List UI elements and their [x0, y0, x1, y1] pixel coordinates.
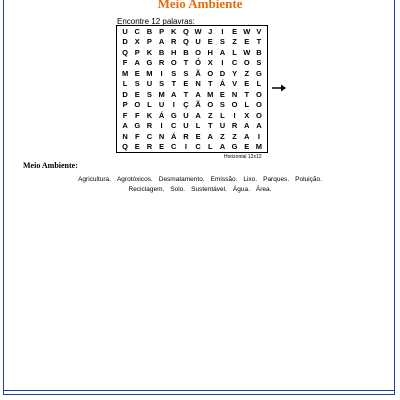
grid-cell: Á: [158, 110, 165, 120]
word-list-item: Agrotóxicos.: [116, 176, 153, 183]
grid-cell: R: [146, 142, 153, 151]
grid-cell: A: [219, 47, 226, 57]
grid-cell: N: [231, 89, 238, 99]
grid-cell: I: [160, 121, 163, 130]
word-list-item: Parques.: [263, 176, 290, 183]
grid-cell: A: [244, 121, 250, 130]
grid-cell: I: [184, 142, 187, 151]
grid-cell: Ã: [195, 68, 201, 78]
word-search-grid: [116, 25, 268, 153]
word-list-item: Agricultura.: [78, 176, 111, 183]
grid-cell: E: [134, 89, 140, 99]
grid-cell: Ã: [195, 100, 201, 109]
grid-cell: A: [171, 89, 177, 99]
grid-cell: U: [183, 110, 189, 120]
grid-cell: R: [158, 58, 165, 67]
grid-cell: H: [171, 47, 177, 57]
grid-cell: P: [146, 37, 152, 46]
grid-cell: B: [158, 47, 165, 57]
grid-cell: S: [159, 79, 165, 88]
grid-cell: E: [183, 79, 189, 88]
grid-size-label: Horizontal 12x12: [224, 154, 262, 160]
grid-cell: E: [159, 142, 165, 151]
grid-cell: A: [195, 89, 201, 99]
grid-cell: U: [183, 121, 189, 130]
grid-cell: S: [146, 89, 152, 99]
grid-cell: D: [219, 68, 226, 78]
grid-cell: U: [146, 79, 153, 88]
grid-cell: A: [219, 142, 226, 151]
grid-cell: L: [195, 121, 201, 130]
grid-cell: S: [219, 37, 225, 46]
word-list-item: Poluição.: [295, 176, 322, 183]
grid-cell: D: [122, 37, 128, 46]
grid-cell: U: [195, 37, 201, 46]
grid-cell: T: [207, 121, 213, 130]
grid-cell: O: [255, 100, 262, 109]
grid-cell: K: [171, 26, 177, 36]
grid-cell: T: [207, 79, 213, 88]
grid-cell: E: [134, 142, 140, 151]
grid-cell: O: [170, 58, 177, 67]
grid-cell: I: [160, 68, 163, 78]
grid-cell: O: [134, 100, 141, 109]
grid-cell: Á: [219, 79, 226, 88]
grid-cell: C: [231, 58, 238, 67]
grid-cell: B: [146, 26, 153, 36]
grid-cell: O: [207, 100, 214, 109]
grid-cell: S: [256, 58, 262, 67]
grid-cell: L: [244, 100, 250, 109]
grid-cell: B: [256, 47, 262, 57]
grid-cell: T: [171, 79, 177, 88]
grid-cell: S: [219, 100, 225, 109]
grid-cell: N: [195, 79, 201, 88]
grid-cell: F: [134, 110, 140, 120]
grid-cell: D: [122, 89, 128, 99]
grid-cell: M: [158, 89, 165, 99]
grid-cell: K: [146, 47, 153, 57]
grid-cell: L: [232, 47, 237, 57]
grid-cell: B: [183, 47, 189, 57]
grid-cell: Á: [171, 131, 177, 141]
grid-cell: Q: [182, 26, 189, 36]
grid-cell: Z: [244, 68, 250, 78]
grid-cell: V: [256, 26, 262, 36]
grid-cell: E: [244, 142, 250, 151]
grid-cell: S: [134, 79, 140, 88]
grid-cell: C: [146, 131, 153, 141]
grid-cell: P: [134, 47, 140, 57]
word-list-item: Reciclagem.: [128, 186, 165, 193]
grid-cell: I: [172, 100, 175, 109]
grid-cell: Q: [182, 37, 189, 46]
grid-cell: T: [256, 37, 262, 46]
grid-cell: R: [146, 121, 153, 130]
grid-cell: A: [122, 121, 128, 130]
grid-cell: P: [159, 26, 165, 36]
grid-cell: O: [255, 110, 262, 120]
grid-cell: S: [183, 68, 189, 78]
grid-cell: J: [208, 26, 213, 36]
grid-cell: I: [257, 131, 260, 141]
footer-line: [3, 390, 395, 391]
right-arrow-icon: [272, 84, 286, 92]
grid-cell: Z: [220, 131, 225, 141]
section-heading: Meio Ambiente:: [23, 161, 78, 170]
grid-cell: X: [244, 110, 250, 120]
word-list-item: Solo.: [170, 186, 186, 193]
word-list-item: Sustentável.: [191, 186, 227, 193]
grid-cell: W: [194, 26, 202, 36]
grid-cell: N: [158, 131, 165, 141]
grid-cell: U: [158, 100, 165, 109]
grid-cell: O: [243, 58, 250, 67]
grid-cell: A: [195, 110, 201, 120]
grid-cell: G: [255, 68, 262, 78]
grid-cell: E: [134, 68, 140, 78]
grid-cell: E: [207, 37, 213, 46]
page-title: Meio Ambiente: [157, 0, 243, 11]
grid-cell: C: [171, 142, 177, 151]
grid-cell: Z: [232, 37, 237, 46]
grid-cell: P: [122, 100, 128, 109]
grid-cell: O: [255, 89, 262, 99]
grid-cell: X: [207, 58, 213, 67]
grid-cell: L: [220, 110, 225, 120]
grid-cell: C: [171, 121, 177, 130]
grid-cell: R: [171, 37, 177, 46]
grid-cell: W: [243, 47, 251, 57]
grid-cell: I: [221, 26, 224, 36]
grid-cell: L: [147, 100, 152, 109]
grid-cell: M: [121, 68, 129, 78]
grid-cell: G: [231, 142, 238, 151]
grid-cell: E: [195, 131, 201, 141]
word-list-item: Água.: [232, 186, 250, 193]
grid-cell: X: [134, 37, 140, 46]
grid-cell: M: [146, 68, 153, 78]
grid-cell: F: [134, 131, 140, 141]
grid-cell: E: [219, 89, 225, 99]
grid-cell: M: [255, 142, 263, 151]
grid-cell: Ó: [195, 58, 201, 67]
grid-cell: A: [207, 131, 213, 141]
grid-cell: E: [232, 26, 238, 36]
grid-cell: O: [207, 68, 214, 78]
grid-cell: Q: [122, 47, 128, 57]
word-list-item: Área.: [255, 186, 272, 193]
grid-cell: I: [233, 110, 236, 120]
word-list-item: Desmatamento.: [158, 176, 205, 183]
grid-cell: T: [183, 89, 189, 99]
word-list-item: Lixo.: [243, 176, 258, 183]
grid-cell: L: [256, 79, 262, 88]
grid-cell: Z: [232, 131, 237, 141]
grid-cell: F: [122, 58, 128, 67]
grid-cell: C: [134, 26, 140, 36]
grid-cell: E: [244, 37, 250, 46]
word-list: [20, 175, 380, 195]
grid-cell: K: [146, 110, 153, 120]
grid-cell: A: [256, 121, 262, 130]
grid-cell: N: [122, 131, 128, 141]
grid-cell: A: [134, 58, 140, 67]
grid-cell: Ç: [183, 100, 189, 109]
grid-cell: G: [134, 121, 141, 130]
grid-cell: S: [171, 68, 177, 78]
grid-cell: C: [195, 142, 201, 151]
grid-cell: Q: [122, 142, 128, 151]
grid-cell: T: [244, 89, 250, 99]
grid-cell: T: [183, 58, 189, 67]
grid-cell: A: [244, 131, 250, 141]
grid-cell: A: [158, 37, 165, 46]
grid-cell: H: [207, 47, 213, 57]
grid-cell: Y: [232, 68, 238, 78]
grid-cell: L: [122, 79, 128, 88]
grid-cell: U: [122, 26, 128, 36]
grid-cell: G: [170, 110, 177, 120]
grid-cell: F: [122, 110, 128, 120]
grid-cell: V: [232, 79, 238, 88]
grid-cell: O: [231, 100, 238, 109]
grid-cell: O: [195, 47, 201, 57]
grid-cell: U: [219, 121, 226, 130]
instruction-text: Encontre 12 palavras:: [117, 17, 195, 26]
grid-cell: L: [207, 142, 213, 151]
word-list-item: Emissão.: [210, 176, 238, 183]
grid-cell: I: [221, 58, 224, 67]
grid-cell: G: [146, 58, 153, 67]
grid-cell: R: [183, 131, 189, 141]
grid-cell: M: [207, 89, 214, 99]
grid-cell: W: [243, 26, 251, 36]
grid-cell: R: [231, 121, 238, 130]
grid-cell: Z: [207, 110, 213, 120]
grid-cell: E: [244, 79, 250, 88]
